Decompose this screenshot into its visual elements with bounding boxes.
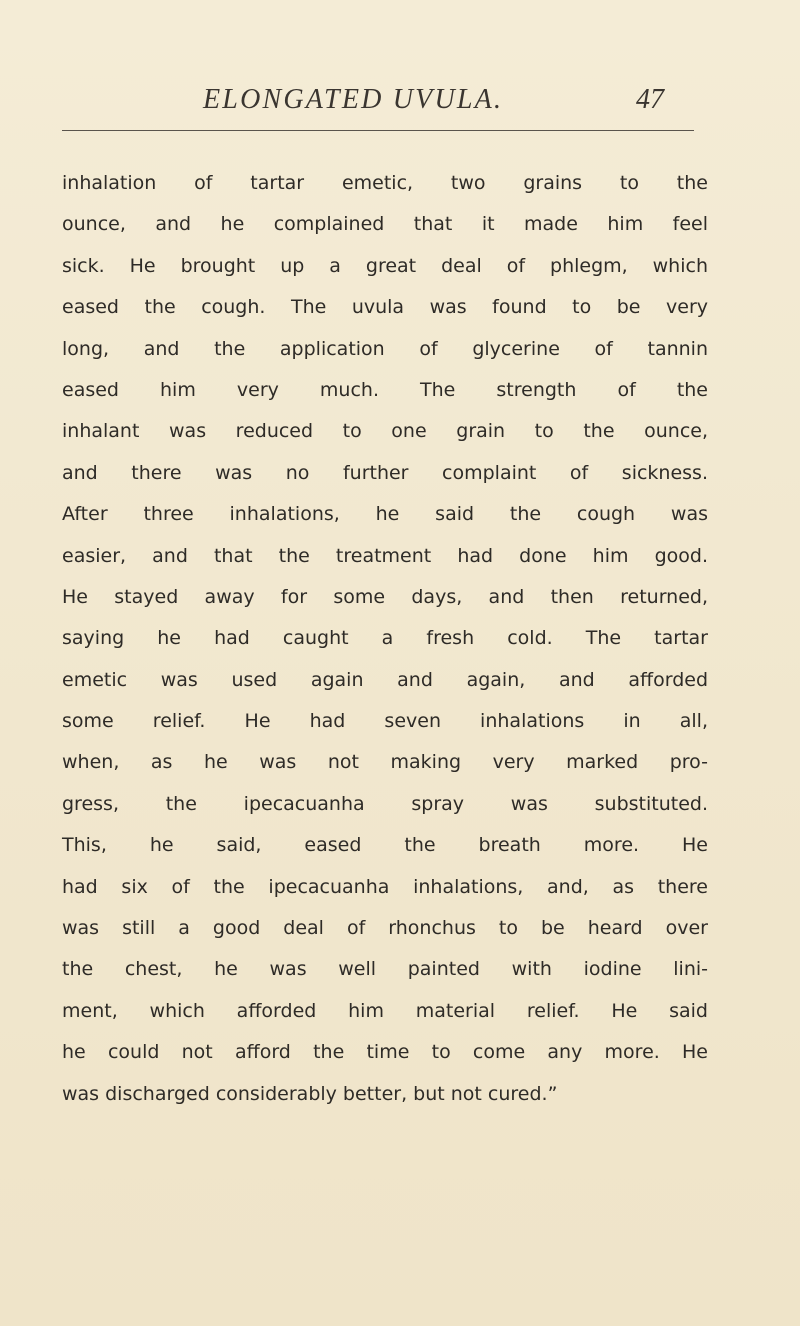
text-line: eased the cough. The uvula was found to be very	[62, 296, 708, 319]
text-line: the chest, he was well painted with iodine lini-	[62, 958, 708, 981]
text-line: saying he had caught a fresh cold. The tartar	[62, 627, 708, 650]
text-line: gress, the ipecacuanha spray was substituted.	[62, 792, 708, 815]
running-head	[0, 84, 800, 118]
text-line: inhalation of tartar emetic, two grains to the	[62, 172, 708, 194]
text-line: ounce, and he complained that it made him feel	[62, 213, 708, 236]
text-line: and there was no further complaint of sickness.	[62, 461, 708, 484]
text-line: had six of the ipecacuanha inhalations, and, as there	[62, 875, 708, 898]
text-line: eased him very much. The strength of the	[62, 378, 708, 401]
text-line: some relief. He had seven inhalations in all,	[62, 710, 708, 733]
text-line-last: was discharged considerably better, but not cured.”	[62, 1082, 558, 1105]
text-line: inhalant was reduced to one grain to the ounce,	[62, 420, 708, 443]
text-line: After three inhalations, he said the cough was	[62, 503, 708, 526]
text-line: sick. He brought up a great deal of phlegm, which	[62, 254, 708, 277]
page-number: 47	[636, 84, 664, 115]
text-line: was still a good deal of rhonchus to be heard over	[62, 917, 708, 940]
running-title: ELONGATED UVULA.	[203, 84, 504, 115]
text-line: easier, and that the treatment had done him good.	[62, 544, 708, 567]
text-line: This, he said, eased the breath more. He	[62, 834, 708, 857]
text-line: emetic was used again and again, and afforded	[62, 668, 708, 691]
text-line: long, and the application of glycerine of tannin	[62, 337, 708, 360]
text-line: when, as he was not making very marked pro-	[62, 751, 708, 774]
header-rule	[62, 130, 694, 131]
text-line: He stayed away for some days, and then returned,	[62, 585, 708, 608]
body-text	[62, 163, 708, 1115]
text-line: ment, which afforded him material relief. He said	[62, 999, 708, 1022]
text-line: he could not afford the time to come any more. He	[62, 1041, 708, 1064]
